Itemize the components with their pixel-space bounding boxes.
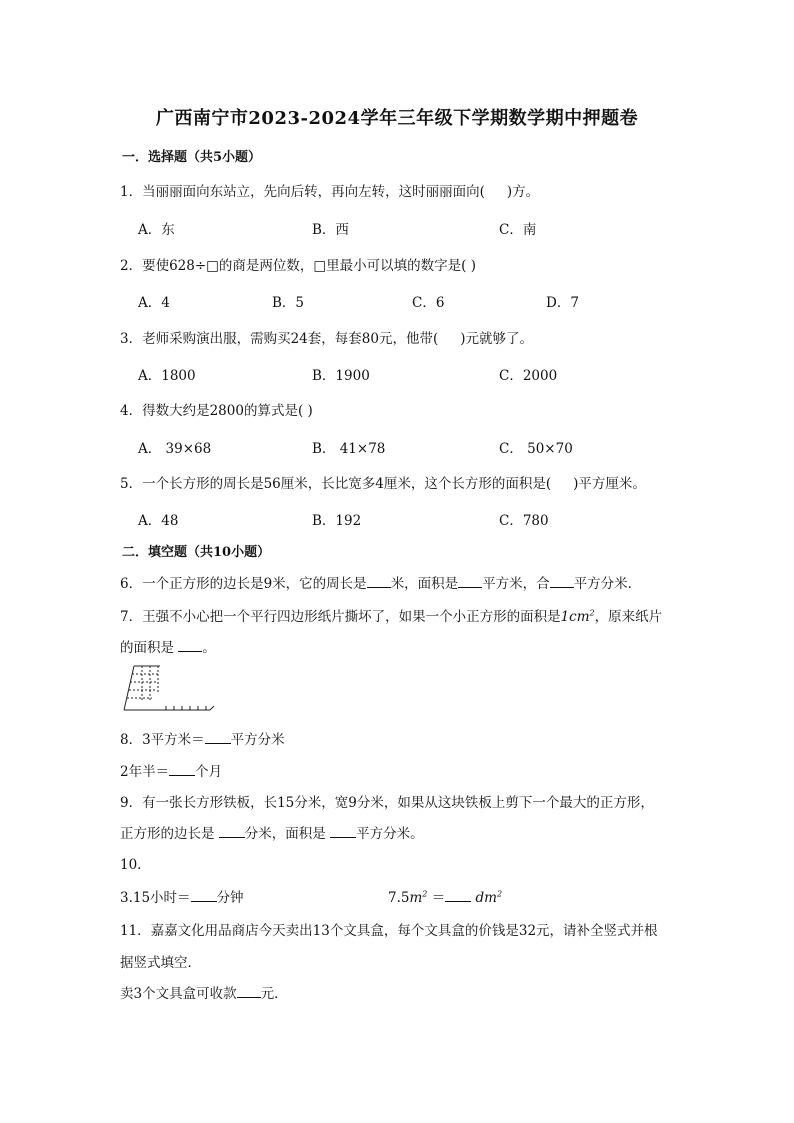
q9-text-2: 分米，面积是 bbox=[244, 826, 326, 842]
question-7-line-1 bbox=[120, 605, 662, 625]
q6-text-3: 平方米，合 bbox=[482, 576, 550, 592]
q2-option-a: A．4 bbox=[138, 295, 170, 311]
q10-unit-dm: $dm^2$ bbox=[475, 889, 503, 906]
q5-option-b: B．192 bbox=[312, 513, 362, 529]
question-3-text: 3．老师采购演出服，需购买24套，每套80元，他带( bbox=[120, 331, 439, 347]
q6-text-4: 平方分米． bbox=[573, 576, 642, 592]
question-8-line-2 bbox=[120, 760, 222, 780]
section-heading-fill: 二．填空题（共10小题） bbox=[122, 545, 271, 560]
q2-option-c: C．6 bbox=[412, 295, 445, 311]
question-10-left bbox=[120, 886, 244, 906]
section-heading-choice: 一．选择题（共5小题） bbox=[122, 150, 262, 165]
answer-blank[interactable] bbox=[169, 763, 195, 776]
q7-text-3: 的面积是 bbox=[120, 640, 174, 656]
answer-blank[interactable] bbox=[237, 985, 261, 998]
page-title: 广西南宁市2023-2024学年三年级下学期数学期中押题卷 bbox=[155, 108, 639, 129]
answer-blank[interactable] bbox=[178, 639, 202, 652]
q8-text-2: 平方分米 bbox=[230, 732, 285, 748]
q7-unit: $1cm^2$ bbox=[560, 608, 595, 625]
answer-blank[interactable] bbox=[550, 575, 574, 588]
q1-option-c: C．南 bbox=[499, 222, 537, 238]
question-9-line-1: 9．有一张长方形铁板，长15分米，宽9分米，如果从这块铁板上剪下一个最大的正方形， bbox=[120, 795, 654, 811]
question-1-text-end: )方。 bbox=[506, 184, 540, 200]
q5-option-c: C．780 bbox=[499, 513, 549, 529]
q7-text-4: 。 bbox=[202, 640, 216, 656]
q3-option-c: C．2000 bbox=[499, 368, 558, 384]
answer-blank[interactable] bbox=[191, 889, 217, 902]
q9-text-3: 平方分米。 bbox=[356, 826, 424, 842]
question-11-line-3 bbox=[120, 982, 288, 1002]
answer-blank[interactable] bbox=[458, 575, 482, 588]
q1-option-a: A．东 bbox=[138, 222, 175, 238]
question-1 bbox=[120, 180, 539, 200]
q10-text-1: 3.15小时＝ bbox=[120, 890, 191, 906]
q2-option-d: D．7 bbox=[546, 295, 579, 311]
answer-blank[interactable] bbox=[330, 825, 356, 838]
q4-option-b: B． 41×78 bbox=[312, 441, 386, 457]
q11-text-2: 元． bbox=[260, 986, 288, 1002]
question-10-right bbox=[388, 886, 502, 906]
question-1-text: 1．当丽丽面向东站立，先向后转，再向左转，这时丽丽面向( bbox=[120, 184, 485, 200]
question-10-number: 10． bbox=[120, 857, 151, 873]
question-2: 2．要使628÷□的商是两位数，□里最小可以填的数字是( ) bbox=[120, 258, 477, 274]
q2-option-b: B．5 bbox=[272, 295, 305, 311]
question-5-text-end: )平方厘米。 bbox=[573, 476, 646, 492]
answer-blank[interactable] bbox=[219, 825, 245, 838]
q3-option-b: B．1900 bbox=[312, 368, 370, 384]
question-8-line-1 bbox=[120, 728, 285, 748]
q4-option-c: C． 50×70 bbox=[499, 441, 573, 457]
q7-text-2: ，原来纸片 bbox=[594, 609, 663, 625]
q7-text-1: 7．王强不小心把一个平行四边形纸片撕坏了，如果一个小正方形的面积是 bbox=[120, 609, 561, 625]
q3-option-a: A．1800 bbox=[138, 368, 196, 384]
question-5-text: 5．一个长方形的周长是56厘米，长比宽多4厘米，这个长方形的面积是( bbox=[120, 476, 552, 492]
q1-option-b: B．西 bbox=[312, 222, 349, 238]
q11-text-1: 卖3个文具盒可收款 bbox=[120, 986, 237, 1002]
q5-option-a: A．48 bbox=[138, 513, 179, 529]
q8-text-4: 个月 bbox=[195, 764, 223, 780]
q10-unit-m: $m^2$ bbox=[409, 889, 428, 906]
q9-text-1: 正方形的边长是 bbox=[120, 826, 215, 842]
q10-equals: ＝ bbox=[431, 890, 446, 906]
question-5 bbox=[120, 472, 646, 492]
question-3-text-end: )元就够了。 bbox=[460, 331, 533, 347]
q10-text-2: 分钟 bbox=[216, 890, 244, 906]
question-6 bbox=[120, 572, 641, 592]
question-3 bbox=[120, 327, 533, 347]
question-4: 4．得数大约是2800的算式是( ) bbox=[120, 403, 313, 419]
q6-text-2: 米，面积是 bbox=[390, 576, 459, 592]
q10-value: 7.5 bbox=[388, 890, 410, 906]
question-7-line-2 bbox=[120, 636, 216, 656]
answer-blank[interactable] bbox=[367, 575, 391, 588]
q8-text-1: 8．3平方米＝ bbox=[120, 732, 205, 748]
question-9-line-2 bbox=[120, 822, 424, 842]
question-11-line-1: 11．嘉嘉文化用品商店今天卖出13个文具盒，每个文具盒的价钱是32元，请补全竖式并根 bbox=[120, 923, 658, 939]
q8-text-3: 2年半＝ bbox=[120, 764, 170, 780]
q6-text-1: 6．一个正方形的边长是9米，它的周长是 bbox=[120, 576, 367, 592]
torn-parallelogram-figure bbox=[120, 662, 216, 714]
q4-option-a: A． 39×68 bbox=[138, 441, 212, 457]
answer-blank[interactable] bbox=[205, 731, 231, 744]
question-11-line-2: 据竖式填空． bbox=[120, 955, 201, 971]
answer-blank[interactable] bbox=[445, 889, 471, 902]
